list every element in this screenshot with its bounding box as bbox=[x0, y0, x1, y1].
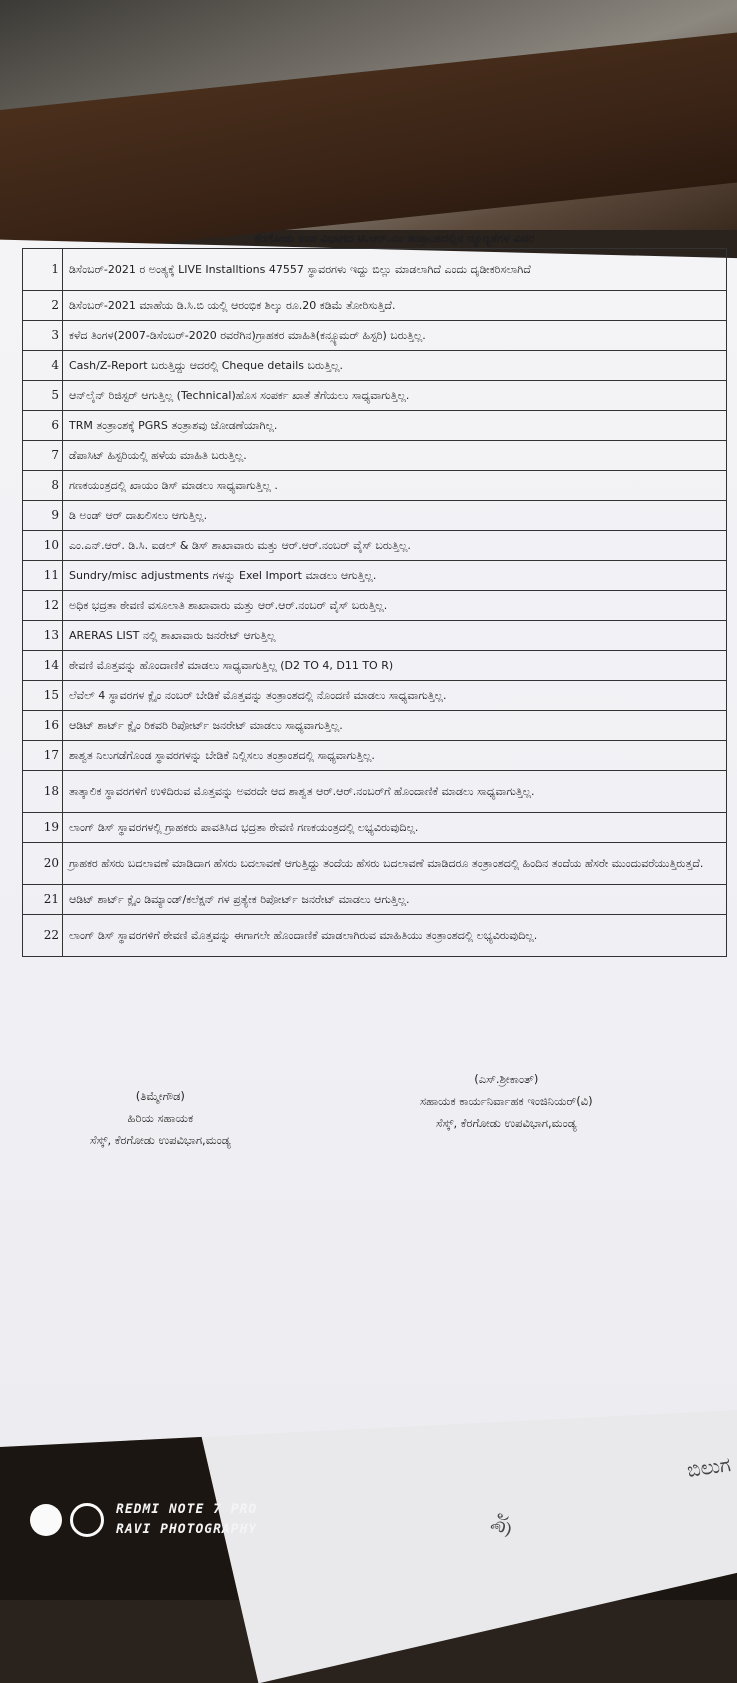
table-row bbox=[23, 591, 727, 621]
table-row bbox=[23, 813, 727, 843]
row-number: 15 bbox=[23, 681, 63, 711]
watermark-ring-icon bbox=[70, 1503, 104, 1537]
row-description: Sundry/misc adjustments ಗಳನ್ನು Exel Import ಮಾಡಲು ಆಗುತ್ತಿಲ್ಲ. bbox=[63, 561, 727, 591]
row-description: ಲೆವೆಲ್ 4 ಸ್ಥಾವರಗಳ ಕ್ಲೈಂ ನಂಬರ್ ಬೇಡಿಕೆ ಮೊತ್ತವನ್ನು ತಂತ್ರಾಂಶದಲ್ಲಿ ನೊಂದಣಿ ಮಾಡಲು ಸಾಧ್ಯವಾಗುತ್ತಿಲ್ಲ. bbox=[63, 681, 727, 711]
row-description: ಠೇವಣಿ ಮೊತ್ತವನ್ನು ಹೊಂದಾಣಿಕೆ ಮಾಡಲು ಸಾಧ್ಯವಾಗುತ್ತಿಲ್ಲ (D2 TO 4, D11 TO R) bbox=[63, 651, 727, 681]
row-number: 12 bbox=[23, 591, 63, 621]
row-description: ಲಾಂಗ್ ಡಿಸ್ ಸ್ಥಾವರಗಳಲ್ಲಿ ಗ್ರಾಹಕರು ಪಾವತಿಸಿದ ಭದ್ರತಾ ಠೇವಣಿ ಗಣಕಯಂತ್ರದಲ್ಲಿ ಲಭ್ಯವಿರುವುದಿಲ್ಲ. bbox=[63, 813, 727, 843]
table-row bbox=[23, 351, 727, 381]
signatory-designation: ಹಿರಿಯ ಸಹಾಯಕ bbox=[127, 1111, 194, 1125]
row-number: 16 bbox=[23, 711, 63, 741]
table-row bbox=[23, 885, 727, 915]
table-row bbox=[23, 711, 727, 741]
row-description: ಎಂ.ಎನ್.ಆರ್. ಡಿ.ಸಿ. ಐಡಲ್ & ಡಿಸ್ ಶಾಖಾವಾರು ಮತ್ತು ಆರ್.ಆರ್.ನಂಬರ್ ವೈಸ್ ಬರುತ್ತಿಲ್ಲ. bbox=[63, 531, 727, 561]
row-number: 17 bbox=[23, 741, 63, 771]
row-number: 18 bbox=[23, 771, 63, 813]
table-row bbox=[23, 411, 727, 441]
row-description: ಡಿಸೆಂಬರ್-2021 ರ ಅಂತ್ಯಕ್ಕೆ LIVE Installtions 47557 ಸ್ಥಾವರಗಳು ಇದ್ದು ಬಿಲ್ಲು ಮಾಡಲಾಗಿದೆ ಎಂದು ದೃಡೀಕರಿಸಲಾಗಿದೆ bbox=[63, 249, 727, 291]
signatory-name: (ತಿಮ್ಮೇಗೌಡ) bbox=[135, 1089, 185, 1103]
row-number: 20 bbox=[23, 843, 63, 885]
row-description: ಡೆಪಾಸಿಟ್ ಹಿಸ್ಟರಿಯಲ್ಲಿ ಹಳೆಯ ಮಾಹಿತಿ ಬರುತ್ತಿಲ್ಲ. bbox=[63, 441, 727, 471]
row-description: ಆಡಿಟ್ ಶಾರ್ಟ್ ಕ್ಲೈಂ ರಿಕವರಿ ರಿಪೋರ್ಟ್ ಜನರೇಟ್ ಮಾಡಲು ಸಾಧ್ಯವಾಗುತ್ತಿಲ್ಲ. bbox=[63, 711, 727, 741]
row-description: ಆನ್‌ಲೈನ್ ರಿಜಿಸ್ಟರ್ ಆಗುತ್ತಿಲ್ಲ (Technical)ಹೊಸ ಸಂಪರ್ಕ ಖಾತೆ ತೆಗೆಯಲು ಸಾಧ್ಯವಾಗುತ್ತಿಲ್ಲ. bbox=[63, 381, 727, 411]
table-row bbox=[23, 321, 727, 351]
table-row bbox=[23, 843, 727, 885]
row-number: 9 bbox=[23, 501, 63, 531]
table-row bbox=[23, 561, 727, 591]
row-description: ARERAS LIST ನಲ್ಲಿ ಶಾಖಾವಾರು ಜನರೇಟ್ ಆಗುತ್ತಿಲ್ಲ bbox=[63, 621, 727, 651]
row-description: ಲಾಂಗ್ ಡಿಸ್ ಸ್ಥಾವರಗಳಿಗೆ ಠೇವಣಿ ಮೊತ್ತವನ್ನು ಈಗಾಗಲೇ ಹೊಂದಾಣಿಕೆ ಮಾಡಲಾಗಿರುವ ಮಾಹಿತಿಯು ತಂತ್ರಾಂಶದಲ್ಲಿ ಲಭ್ಯವಿರುವುದಿಲ್ಲ. bbox=[63, 915, 727, 957]
row-description: ತಾತ್ಕಾಲಿಕ ಸ್ಥಾವರಗಳಿಗೆ ಉಳಿದಿರುವ ಮೊತ್ತವನ್ನು ಅವರದೇ ಆದ ಶಾಶ್ವತ ಆರ್.ಆರ್.ನಂಬರ್‌ಗೆ ಹೊಂದಾಣಿಕೆ ಮಾಡಲು ಸಾಧ್ಯವಾಗುತ್ತಿಲ್ಲ. bbox=[63, 771, 727, 813]
row-description: TRM ತಂತ್ರಾಂಶಕ್ಕೆ PGRS ತಂತ್ರಾಶವು ಜೋಡಣೆಯಾಗಿಲ್ಲ. bbox=[63, 411, 727, 441]
document-title: ಕೆರಗೋಡು ಉಪ ವಿಭಾಗದ ಟಿ.ಆರ್.ಎಂ ತಂತ್ರಾಂಶದಲ್ಲಿನ ನ್ಯೂನ್ಯತೆಗಳ ವಿವರ bbox=[254, 231, 535, 245]
watermark-line2: RAVI PHOTOGRAPHY bbox=[116, 1522, 258, 1537]
issues-table bbox=[22, 248, 727, 957]
row-number: 14 bbox=[23, 651, 63, 681]
row-description: ಡಿಸೆಂಬರ್-2021 ಮಾಹೆಯ ಡಿ.ಸಿ.ಬಿ ಯಲ್ಲಿ ಆರಂಭಿಕ ಶಿಲ್ಕು ರೂ.20 ಕಡಿಮೆ ತೋರಿಸುತ್ತಿದೆ. bbox=[63, 291, 727, 321]
camera-watermark bbox=[30, 1500, 257, 1540]
signature-left bbox=[90, 1085, 231, 1151]
signatory-designation: ಸಹಾಯಕ ಕಾರ್ಯನಿರ್ವಾಹಕ ಇಂಜಿನಿಯರ್(ವಿ) bbox=[420, 1094, 593, 1108]
row-number: 11 bbox=[23, 561, 63, 591]
row-number: 21 bbox=[23, 885, 63, 915]
signatory-office: ಸೆಸ್ಕ್, ಕೆರಗೋಡು ಉಪವಿಭಾಗ,ಮಂಡ್ಯ bbox=[435, 1116, 577, 1130]
row-number: 7 bbox=[23, 441, 63, 471]
row-number: 4 bbox=[23, 351, 63, 381]
row-number: 19 bbox=[23, 813, 63, 843]
row-number: 13 bbox=[23, 621, 63, 651]
table-row bbox=[23, 651, 727, 681]
table-row bbox=[23, 915, 727, 957]
row-number: 1 bbox=[23, 249, 63, 291]
row-number: 6 bbox=[23, 411, 63, 441]
watermark-dot-icon bbox=[30, 1504, 62, 1536]
row-description: ಶಾಶ್ವತ ನಿಲುಗಡೆಗೊಂಡ ಸ್ಥಾವರಗಳನ್ನು ಬೇಡಿಕೆ ನಿಲ್ಲಿಸಲು ತಂತ್ರಾಂಶದಲ್ಲಿ ಸಾಧ್ಯವಾಗುತ್ತಿಲ್ಲ. bbox=[63, 741, 727, 771]
row-number: 8 bbox=[23, 471, 63, 501]
row-description: ಗ್ರಾಹಕರ ಹೆಸರು ಬದಲಾವಣೆ ಮಾಡಿದಾಗ ಹೆಸರು ಬದಲಾವಣೆ ಆಗುತ್ತಿದ್ದು ತಂದೆಯ ಹೆಸರು ಬದಲಾವಣೆ ಮಾಡಿದರೂ ತಂತ್ರಾಂಶದಲ್ಲಿ ಹಿಂದಿನ ತಂದೆಯ ಹೆಸರೇ ಮುಂದುವರೆಯುತ್ತಿರುತ್ತದೆ. bbox=[63, 843, 727, 885]
signatory-office: ಸೆಸ್ಕ್, ಕೆರಗೋಡು ಉಪವಿಭಾಗ,ಮಂಡ್ಯ bbox=[90, 1133, 231, 1147]
signatory-name: (ಎಸ್.ಶ್ರೀಕಾಂತ್) bbox=[474, 1072, 539, 1086]
table-row bbox=[23, 621, 727, 651]
table-row bbox=[23, 441, 727, 471]
watermark-text bbox=[116, 1500, 257, 1540]
document bbox=[22, 228, 727, 957]
signature-right bbox=[420, 1068, 593, 1134]
background-paper-side-text: ಶ್ರೀ bbox=[484, 1509, 515, 1536]
table-row bbox=[23, 531, 727, 561]
table-row bbox=[23, 471, 727, 501]
row-description: ಅಧಿಕ ಭದ್ರತಾ ಠೇವಣಿ ವಸೂಲಾತಿ ಶಾಖಾವಾರು ಮತ್ತು ಆರ್.ಆರ್.ನಂಬರ್ ವೈಸ್ ಬರುತ್ತಿಲ್ಲ. bbox=[63, 591, 727, 621]
row-description: ಆಡಿಟ್ ಶಾರ್ಟ್ ಕ್ಲೈಂ ಡಿಮ್ಯಾಂಡ್/ಕಲೆಕ್ಷನ್ ಗಳ ಪ್ರತ್ಯೇಕ ರಿಪೋರ್ಟ್ ಜನರೇಟ್ ಮಾಡಲು ಆಗುತ್ತಿಲ್ಲ. bbox=[63, 885, 727, 915]
background-paper-text: ಬಿಲುಗ bbox=[685, 1452, 733, 1482]
row-number: 2 bbox=[23, 291, 63, 321]
table-row bbox=[23, 291, 727, 321]
row-description: Cash/Z-Report ಬರುತ್ತಿದ್ದು ಆದರಲ್ಲಿ Cheque details ಬರುತ್ತಿಲ್ಲ. bbox=[63, 351, 727, 381]
row-number: 22 bbox=[23, 915, 63, 957]
table-row bbox=[23, 741, 727, 771]
table-row bbox=[23, 681, 727, 711]
table-row bbox=[23, 381, 727, 411]
table-row bbox=[23, 771, 727, 813]
row-description: ಗಣಕಯಂತ್ರದಲ್ಲಿ ಖಾಯಂ ಡಿಸ್ ಮಾಡಲು ಸಾಧ್ಯವಾಗುತ್ತಿಲ್ಲ . bbox=[63, 471, 727, 501]
row-number: 5 bbox=[23, 381, 63, 411]
row-number: 10 bbox=[23, 531, 63, 561]
watermark-line1: REDMI NOTE 7 PRO bbox=[116, 1502, 258, 1517]
row-description: ಕಳೆದ ತಿಂಗಳ(2007-ಡಿಸೆಂಬರ್-2020 ರವರೆಗಿನ)ಗ್ರಾಹಕರ ಮಾಹಿತಿ(ಕನ್ಸ್ಯೂಮರ್ ಹಿಸ್ಟರಿ) ಬರುತ್ತಿಲ್ಲ. bbox=[63, 321, 727, 351]
row-number: 3 bbox=[23, 321, 63, 351]
table-row bbox=[23, 501, 727, 531]
table-row bbox=[23, 249, 727, 291]
row-description: ಡಿ ಅಂಡ್ ಆರ್ ದಾಖಲಿಸಲು ಆಗುತ್ತಿಲ್ಲ. bbox=[63, 501, 727, 531]
